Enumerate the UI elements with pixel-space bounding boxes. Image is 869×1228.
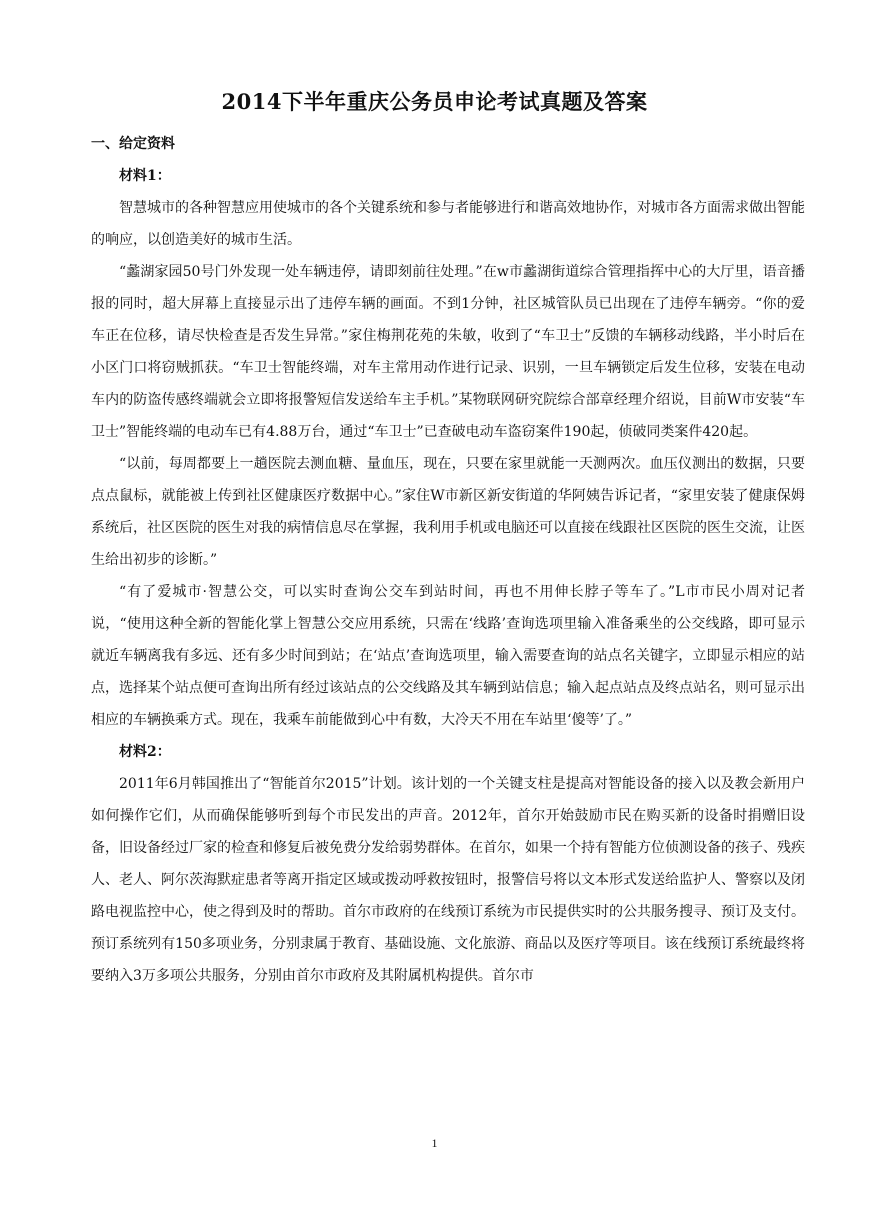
document-title: 2014下半年重庆公务员申论考试真题及答案 bbox=[221, 89, 648, 114]
paragraph: “有了爱城市·智慧公交，可以实时查询公交车到站时间，再也不用伸长脖子等车了。”L市市民小周对记者说，“使用这种全新的智能化掌上智慧公交应用系统，只需在‘线路’查询选项里输入准备乘坐的公交线路，即可显示就近车辆离我有多远、还有多少时间到站；在‘站点’查询选项里，输入需要查询的站点名关键字，立即显示相应的站点，选择某个站点便可查询出所有经过该站点的公交线路及其车辆到站信息；输入起点站点及终点站名，则可显示出相应的车辆换乘方式。现在，我乘车前能做到心中有数，大冷天不用在车站里‘傻等’了。” bbox=[91, 584, 805, 728]
paragraph: 智慧城市的各种智慧应用使城市的各个关键系统和参与者能够进行和谐高效地协作，对城市各方面需求做出智能的响应，以创造美好的城市生活。 bbox=[91, 200, 805, 248]
paragraph: “蠡湖家园50号门外发现一处车辆违停，请即刻前往处理。”在w市蠡湖街道综合管理指挥中心的大厅里，语音播报的同时，超大屏幕上直接显示出了违停车辆的画面。不到1分钟，社区城管队员已出现在了违停车辆旁。“你的爱车正在位移，请尽快检查是否发生异常。”家住梅荆花苑的朱敏，收到了“车卫士”反馈的车辆移动线路，半小时后在小区门口将窃贼抓获。“车卫士智能终端，对车主常用动作进行记录、识别，一旦车辆锁定后发生位移，安装在电动车内的防盗传感终端就会立即将报警短信发送给车主手机。”某物联网研究院综合部章经理介绍说，目前W市安装“车卫士”智能终端的电动车已有4.88万台，通过“车卫士”已查破电动车盗窃案件190起，侦破同类案件420起。 bbox=[91, 264, 805, 440]
paragraph: 2011年6月韩国推出了“智能首尔2015”计划。该计划的一个关键支柱是提高对智能设备的接入以及教会新用户如何操作它们，从而确保能够听到每个市民发出的声音。2012年，首尔开始鼓励市民在购买新的设备时捐赠旧设备，旧设备经过厂家的检查和修复后被免费分发给弱势群体。在首尔，如果一个持有智能方位侦测设备的孩子、残疾人、老人、阿尔茨海默症患者等离开指定区域或拨动呼救按钮时，报警信号将以文本形式发送给监护人、警察以及闭路电视监控中心，使之得到及时的帮助。首尔市政府的在线预订系统为市民提供实时的公共服务搜寻、预订及支付。预订系统列有150多项业务，分别隶属于教育、基础设施、文化旅游、商品以及医疗等项目。该在线预订系统最终将要纳入3万多项公共服务，分别由首尔市政府及其附属机构提供。首尔市 bbox=[91, 776, 805, 984]
material-2-label: 材料2： bbox=[119, 744, 171, 760]
material-1-label: 材料1： bbox=[119, 168, 171, 184]
section-heading: 一、给定资料 bbox=[91, 136, 175, 152]
document-body bbox=[91, 128, 805, 992]
paragraph: “以前，每周都要上一趟医院去测血糖、量血压，现在，只要在家里就能一天测两次。血压仪测出的数据，只要点点鼠标，就能被上传到社区健康医疗数据中心。”家住W市新区新安街道的华阿姨告诉记者，“家里安装了健康保姆系统后，社区医院的医生对我的病情信息尽在掌握，我利用手机或电脑还可以直接在线跟社区医院的医生交流，让医生给出初步的诊断。” bbox=[91, 456, 805, 568]
page-number: 1 bbox=[431, 1136, 438, 1150]
